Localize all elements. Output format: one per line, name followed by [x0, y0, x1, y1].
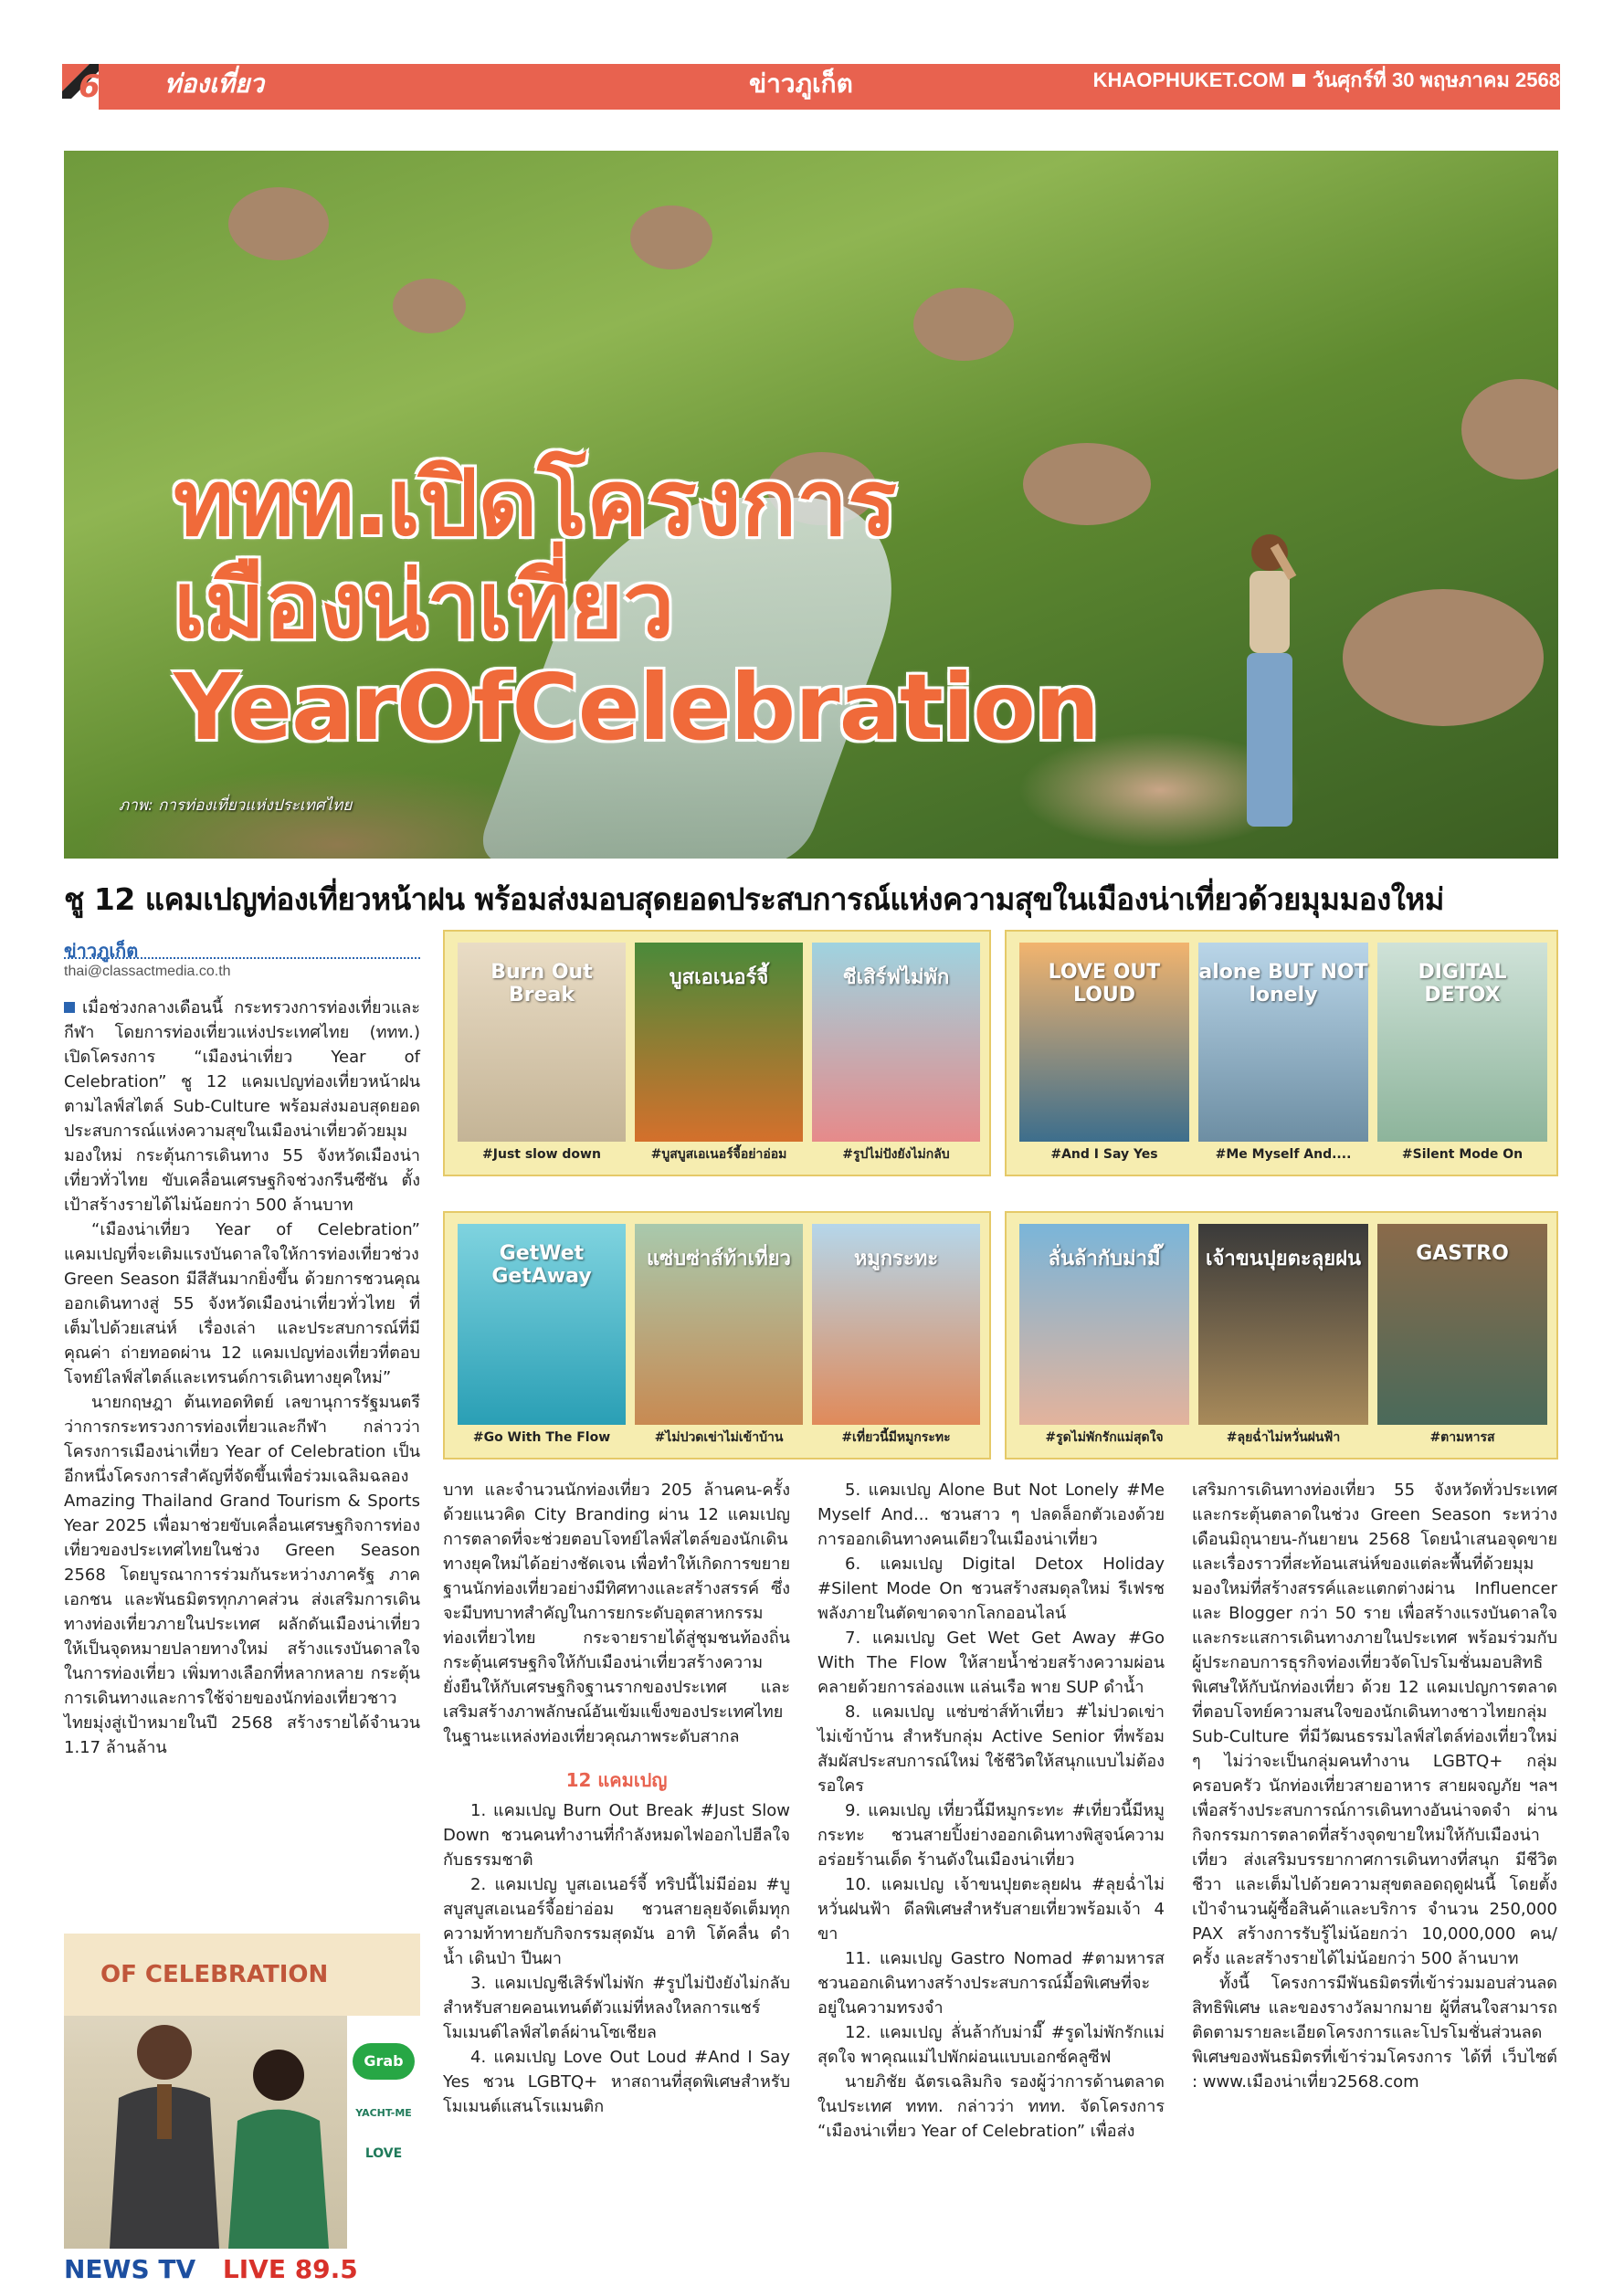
- sponsor-board: [347, 2016, 420, 2249]
- footer-logo-live: LIVE 89.5: [222, 2254, 358, 2284]
- campaign-hashtag: #เที่ยวนี้มีหมูกระทะ: [841, 1430, 951, 1445]
- campaign-logo: ลั่นล้ากับม่ามี๊: [1048, 1248, 1161, 1270]
- campaign-item: 8. แคมเปญ แซ่บซ่าส์ท้าเที่ยว #ไม่ปวดเข่าไม่เข้าบ้าน สำหรับกลุ่ม Active Senior ที่พร้อมสัมผัสประสบการณ์ใหม่ ใช้ชีวิตให้สนุกแบบไม่ต้องรอใคร: [817, 1702, 1165, 1796]
- campaign-item: 11. แคมเปญ Gastro Nomad #ตามหารส ชวนออกเดินทางสร้างประสบการณ์มื้อพิเศษที่จะอยู่ในความทรงจำ: [817, 1949, 1165, 2018]
- paragraph: นายกฤษฎา ต้นเทอดทิตย์ เลขานุการรัฐมนตรีว่าการกระทรวงการท่องเที่ยวและกีฬา กล่าวว่า โครงการเมืองน่าเที่ยว Year of Celebration เป็นอีกหนึ่งโครงการสำคัญที่จัดขึ้นเพื่อร่วมเฉลิมฉลอง Amazing Thailand Grand Tourism & Sports Year 2025 เพื่อมาช่วยขับเคลื่อนเศรษฐกิจการท่องเที่ยวของประเทศไทยในช่วง Green Season 2568 โดยบูรณาการร่วมกันระหว่างภาครัฐ ภาคเอกชน และพันธมิตรทุกภาคส่วน ส่งเสริมการเดินทางท่องเที่ยวภายในประเทศ ผลักดันเมืองน่าเที่ยวให้เป็นจุดหมายปลายทางใหม่ สร้างแรงบันดาลใจในการท่องเที่ยว เพิ่มทางเลือกที่หลากหลาย กระตุ้นการเดินทางและการใช้จ่ายของนักท่องเที่ยวชาวไทยมุ่งสู่เป้าหมายในปี 2568 สร้างรายได้จำนวน 1.17 ล้านล้าน: [64, 1393, 420, 1757]
- campaign-panel: [1005, 930, 1558, 1176]
- campaign-image: [1198, 943, 1368, 1142]
- campaigns-heading: 12 แคมเปญ: [565, 1769, 668, 1791]
- campaign-logo: Burn Out Break: [490, 961, 593, 1006]
- campaign-hashtag: #Just slow down: [482, 1147, 601, 1162]
- sponsor-logo: LOVE: [364, 2146, 403, 2161]
- headline-line-1: ททท.เปิดโครงการ: [174, 449, 897, 556]
- sponsor-logo: Grab: [353, 2043, 415, 2080]
- campaign-logo: GASTRO: [1416, 1242, 1509, 1265]
- campaign-logo: GetWet GetAway: [491, 1242, 592, 1288]
- campaign-item: 6. แคมเปญ Digital Detox Holiday #Silent Mode On ชวนสร้างสมดุลใหม่ รีเฟรชพลังภายในตัดขาดจากโลกออนไลน์: [817, 1555, 1165, 1623]
- lead-bullet-icon: [64, 1002, 75, 1013]
- hero-headline: [174, 449, 1100, 761]
- rock: [1343, 589, 1544, 726]
- campaign-image: [458, 943, 626, 1142]
- campaign-hashtag: #Me Myself And....: [1215, 1147, 1352, 1162]
- article-column-3: [817, 1478, 1165, 2144]
- campaign-card[interactable]: [458, 1224, 626, 1450]
- hero-photo: [64, 151, 1558, 859]
- campaign-hashtag: #รูปไม่ปังยังไม่กลับ: [842, 1147, 950, 1162]
- page-number: 6: [79, 69, 100, 105]
- campaign-logo: เจ้าขนปุยตะลุยฝน: [1205, 1248, 1362, 1270]
- rock: [1461, 379, 1558, 480]
- campaign-hashtag: #And I Say Yes: [1050, 1147, 1158, 1162]
- paragraph: “เมืองน่าเที่ยว Year of Celebration” แคมเปญที่จะเติมแรงบันดาลใจให้การท่องเที่ยวช่วง Green Season มีสีสันมากยิ่งขึ้น ด้วยการชวนคุณออกเดินทางสู่ 55 จังหวัดเมืองน่าเที่ยวทั่วไทย ที่เต็มไปด้วยเสน่ห์ เรื่องเล่า และประสบการณ์ที่มีคุณค่า ถ่ายทอดผ่าน 12 แคมเปญท่องเที่ยวที่ตอบโจทย์ไลฟ์สไตล์และเทรนด์การเดินทางยุคใหม่”: [64, 1220, 420, 1387]
- issue-date: วันศุกร์ที่ 30 พฤษภาคม 2568: [1312, 69, 1560, 91]
- rock: [228, 187, 329, 260]
- byline-email[interactable]: thai@classactmedia.co.th: [64, 964, 231, 979]
- campaign-item: 10. แคมเปญ เจ้าขนปุยตะลุยฝน #ลุยฉ่ำไม่หวั่นฝนฟ้า ดีลพิเศษสำหรับสายเที่ยวพร้อมเจ้า 4 ขา: [817, 1875, 1165, 1944]
- headline-line-2: เมืองน่าเที่ยว: [174, 552, 675, 659]
- section-title: ท่องเที่ยว: [164, 69, 265, 99]
- footer-logos: [64, 2254, 358, 2284]
- campaign-card[interactable]: [1377, 943, 1547, 1167]
- footer-logo-newstv: NEWS TV: [64, 2254, 196, 2284]
- campaign-item: 12. แคมเปญ ลั่นล้ากับม่ามี๊ #รูดไม่พักรักแม่สุดใจ พาคุณแม่ไปพักผ่อนแบบเอกซ์คลูซีฟ: [817, 2023, 1165, 2067]
- sponsor-logo: YACHT-ME: [355, 2107, 412, 2119]
- campaign-item: 4. แคมเปญ Love Out Loud #And I Say Yes ชวน LGBTQ+ หาสถานที่สุดพิเศษสำหรับโมเมนต์แสนโรแมนติก: [443, 2048, 790, 2116]
- campaign-hashtag: #ไม่ปวดเข่าไม่เข้าบ้าน: [654, 1430, 784, 1445]
- people-figures: [91, 2007, 356, 2249]
- campaign-image: [635, 943, 803, 1142]
- paragraph: เสริมการเดินทางท่องเที่ยว 55 จังหวัดทั่วประเทศ และกระตุ้นตลาดในช่วง Green Season ระหว่างเดือนมิถุนายน-กันยายน 2568 โดยนำเสนอจุดขายและเรื่องราวที่สะท้อนเสน่ห์ของแต่ละพื้นที่ด้วยมุมมองใหม่ที่สร้างสรรค์และแตกต่างผ่าน Influencer และ Blogger กว่า 50 ราย เพื่อสร้างแรงบันดาลใจและกระแสการเดินทางภายในประเทศ พร้อมร่วมกับผู้ประกอบการธุรกิจท่องเที่ยวจัดโปรโมชั่นมอบสิทธิพิเศษให้กับนักท่องเที่ยว ด้วย 12 แคมเปญการตลาดที่ตอบโจทย์ความสนใจของนักเดินทางชาวไทยกลุ่ม Sub-Culture ที่มีวัฒนธรรมไลฟ์สไตล์ท่องเที่ยวใหม่ ๆ ไม่ว่าจะเป็นกลุ่มคนทำงาน LGBTQ+ กลุ่มครอบครัว นักท่องเที่ยวสายอาหาร สายผจญภัย ฯลฯ เพื่อสร้างประสบการณ์การเดินทางอันน่าจดจำ ผ่านกิจกรรมการตลาดที่สร้างจุดขายใหม่ให้กับเมืองน่าเที่ยว ส่งเสริมบรรยากาศการเดินทางที่สนุก มีชีวิตชีวา และเต็มไปด้วยความสุขตลอดฤดูฝนนี้ โดยตั้งเป้าจำนวนผู้ซื้อสินค้าและบริการ จำนวน 250,000 PAX สร้างการรับรู้ไม่น้อยกว่า 10,000,000 คน/ครั้ง และสร้างรายได้ไม่น้อยกว่า 500 ล้านบาท: [1192, 1481, 1557, 1968]
- campaign-card[interactable]: [635, 943, 803, 1167]
- campaign-image: [635, 1224, 803, 1425]
- campaign-card[interactable]: [635, 1224, 803, 1450]
- campaign-card[interactable]: [1377, 1224, 1547, 1450]
- paragraph: บาท และจำนวนนักท่องเที่ยว 205 ล้านคน-ครั้ง ด้วยแนวคิด City Branding ผ่าน 12 แคมเปญการตลาดที่จะช่วยตอบโจทย์ไลฟ์สไตล์ของนักเดินทางยุคใหม่ได้อย่างชัดเจน เพื่อทำให้เกิดการขยายฐานนักท่องเที่ยวอย่างมีทิศทางและสร้างสรรค์ ซึ่งจะมีบทบาทสำคัญในการยกระดับอุตสาหกรรมท่องเที่ยวไทย กระจายรายได้สู่ชุมชนท้องถิ่น กระตุ้นเศรษฐกิจให้กับเมืองน่าเที่ยวสร้างความยั่งยืนให้กับเศรษฐกิจฐานรากของประเทศ และเสริมสร้างภาพลักษณ์อันเข้มแข็งของประเทศไทยในฐานะแหล่งท่องเที่ยวคุณภาพระดับสากล: [443, 1481, 790, 1746]
- campaign-hashtag: #ลุยฉ่ำไม่หวั่นฝนฟ้า: [1226, 1430, 1341, 1445]
- campaign-item: 5. แคมเปญ Alone But Not Lonely #Me Myself And... ชวนสาว ๆ ปลดล็อกตัวเองด้วยการออกเดินทางคนเดียวในเมืองน่าเที่ยว: [817, 1481, 1165, 1549]
- campaign-card[interactable]: [1019, 1224, 1189, 1450]
- campaign-logo: แซ่บซ่าส์ท้าเที่ยว: [647, 1248, 791, 1270]
- campaign-logo: ชีเสิร์ฟไม่พัก: [842, 966, 950, 989]
- campaign-item: 3. แคมเปญชีเสิร์ฟไม่พัก #รูปไม่ปังยังไม่กลับ สำหรับสายคอนเทนต์ตัวแม่ที่หลงใหลการแชร์โมเมนต์ไลฟ์สไตล์ผ่านโซเชียล: [443, 1974, 790, 2042]
- photo-credit: ภาพ: การท่องเที่ยวแห่งประเทศไทย: [119, 796, 353, 815]
- byline-divider: [64, 957, 420, 959]
- headline-line-3: YearOfCelebration: [174, 654, 1100, 761]
- campaign-item: 9. แคมเปญ เที่ยวนี้มีหมูกระทะ #เที่ยวนี้มีหมูกระทะ ชวนสายปิ้งย่างออกเดินทางพิสูจน์ความอร่อยร้านเด็ด ร้านดังในเมืองน่าเที่ยว: [817, 1801, 1165, 1870]
- campaign-logo: LOVE OUT LOUD: [1048, 961, 1161, 1006]
- campaign-image: [1019, 943, 1189, 1142]
- campaign-hashtag: #Silent Mode On: [1401, 1147, 1524, 1162]
- campaign-image: [1377, 1224, 1547, 1425]
- campaign-hashtag: #ตามหารส: [1429, 1430, 1495, 1445]
- paragraph: เมื่อช่วงกลางเดือนนี้ กระทรวงการท่องเที่ยวและกีฬา โดยการท่องเที่ยวแห่งประเทศไทย (ททท.) เปิดโครงการ “เมืองน่าเที่ยว Year of Celebration” ชู 12 แคมเปญท่องเที่ยวหน้าฝนตามไลฟ์สไตล์ Sub-Culture พร้อมส่งมอบสุดยอดประสบการณ์แห่งความสุขในเมืองน่าเที่ยวด้วยมุมมองใหม่ กระตุ้นการเดินทาง 55 จังหวัดเมืองน่าเที่ยวทั่วไทย ขับเคลื่อนเศรษฐกิจช่วงกรีนซีซัน ตั้งเป้าสร้างรายได้ไม่น้อยกว่า 500 ล้านบาท: [64, 998, 420, 1215]
- article-column-1: [64, 996, 420, 1760]
- campaign-logo: DIGITAL DETOX: [1418, 961, 1507, 1006]
- rock: [630, 206, 712, 269]
- campaign-logo: alone BUT NOT lonely: [1198, 961, 1368, 1006]
- campaign-image: [1198, 1224, 1368, 1425]
- paragraph: นายภิชัย ฉัตรเฉลิมกิจ รองผู้ว่าการด้านตลาดในประเทศ ททท. กล่าวว่า ททท. จัดโครงการ “เมืองน่าเที่ยว Year of Celebration” เพื่อส่ง: [817, 2072, 1165, 2141]
- campaign-image: [812, 1224, 980, 1425]
- event-banner: [64, 1934, 420, 2016]
- rock: [913, 288, 1014, 361]
- campaign-item: 2. แคมเปญ บูสเอเนอร์จี้ ทริปนี้ไม่มีอ่อม #บูสบูสบูสเอเนอร์จี้อย่าอ่อม ชวนสายลุยจัดเต็มทุกความท้าทายกับกิจกรรมสุดมัน อาทิ โต้คลื่น ดำน้ำ เดินป่า ปีนผา: [443, 1875, 790, 1968]
- campaign-card[interactable]: [458, 943, 626, 1167]
- rock: [393, 279, 466, 333]
- article-column-4: [1192, 1478, 1557, 2094]
- campaign-image: [812, 943, 980, 1142]
- banner-text: OF CELEBRATION: [100, 1961, 329, 1988]
- event-photo: [64, 1934, 420, 2249]
- site-and-date: [1093, 64, 1560, 110]
- byline-author: ข่าวภูเก็ต: [64, 940, 139, 962]
- campaign-item: 1. แคมเปญ Burn Out Break #Just Slow Down ชวนคนทำงานที่กำลังหมดไฟออกไปฮีลใจกับธรรมชาติ: [443, 1801, 790, 1870]
- newspaper-logo: ข่าวภูเก็ต: [749, 69, 853, 99]
- campaign-hashtag: #รูดไม่พักรักแม่สุดใจ: [1045, 1430, 1164, 1445]
- campaign-panel: [1005, 1211, 1558, 1460]
- campaign-card[interactable]: [1198, 943, 1368, 1167]
- campaign-image: [458, 1224, 626, 1425]
- campaign-card[interactable]: [812, 1224, 980, 1450]
- campaign-image: [1377, 943, 1547, 1142]
- paragraph: ทั้งนี้ โครงการมีพันธมิตรที่เข้าร่วมมอบส่วนลดสิทธิพิเศษ และของรางวัลมากมาย ผู้ที่สนใจสามารถติดตามรายละเอียดโครงการและโปรโมชั่นส่วนลดพิเศษของพันธมิตรที่เข้าร่วมโครงการ ได้ที่ เว็บไซต์ : www.เมืองน่าเที่ยว2568.com: [1192, 1974, 1557, 2092]
- tourist-figure: [1224, 525, 1306, 836]
- campaign-panel: [443, 1211, 991, 1460]
- campaign-logo: หมูกระทะ: [853, 1248, 939, 1270]
- campaign-hashtag: #Go With The Flow: [472, 1430, 611, 1445]
- campaign-hashtag: #บูสบูสเอเนอร์จี้อย่าอ่อม: [650, 1147, 787, 1162]
- campaign-item: 7. แคมเปญ Get Wet Get Away #Go With The Flow ให้สายน้ำช่วยสร้างความผ่อนคลายด้วยการล่องแพ แล่นเรือ พาย SUP ดำน้ำ: [817, 1628, 1165, 1697]
- campaign-image: [1019, 1224, 1189, 1425]
- separator-square-icon: [1292, 74, 1305, 87]
- site-url[interactable]: KHAOPHUKET.COM: [1092, 69, 1285, 91]
- article-column-2: [443, 1478, 790, 2119]
- campaign-panel: [443, 930, 991, 1176]
- campaign-logo: บูสเอเนอร์จี้: [669, 966, 769, 989]
- campaign-card[interactable]: [1019, 943, 1189, 1167]
- subheadline: ชู 12 แคมเปญท่องเที่ยวหน้าฝน พร้อมส่งมอบสุดยอดประสบการณ์แห่งความสุขในเมืองน่าเที่ยวด้วยมุมมองใหม่: [64, 881, 1444, 917]
- campaign-card[interactable]: [1198, 1224, 1368, 1450]
- campaign-card[interactable]: [812, 943, 980, 1167]
